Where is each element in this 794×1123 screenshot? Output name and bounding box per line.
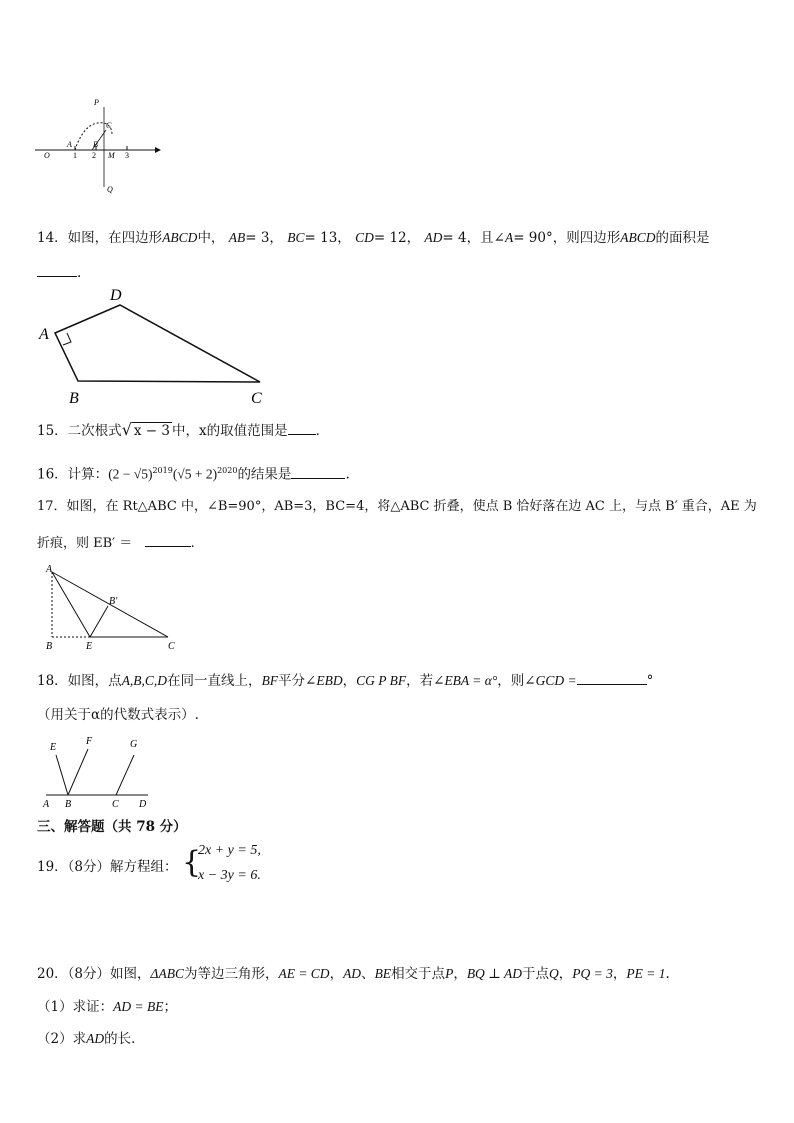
q20-text: 为等边三角形， [183,966,279,982]
q20-math: ΔABC [150,966,184,981]
q17-end: . [190,536,195,551]
q18-text: 18．如图，点 [37,673,122,689]
q20-text: 20．（8分）如图， [37,966,151,982]
q14-text: 14．如图，在四边形 [37,230,163,246]
axis-arrow [155,147,161,153]
q20-text: ， [453,966,467,982]
label-C: C [106,121,112,130]
answer-blank[interactable] [37,262,77,277]
tick-label-2: 2 [92,151,96,160]
question-16 [37,461,350,485]
q16-math: (√5 + 2) [172,466,218,482]
label-F: F [86,736,93,747]
q14-math: ABCD [620,230,656,245]
answer-blank[interactable] [288,420,316,435]
q18-math: EBD [316,673,343,688]
question-15 [37,420,329,441]
question-17-line2 [37,532,195,554]
q18-math: GCD = [535,673,577,688]
q18-math: A,B,C,D [121,673,168,688]
question-20-part2 [37,1029,135,1049]
q15-end: ． [315,423,330,439]
triangle-fold-figure [40,562,190,654]
right-angle-mark [63,333,71,345]
q14-text: = 12， [373,230,421,246]
label-A: A [67,140,72,149]
q14-text: 中， [197,230,225,246]
q14-answer-line [37,262,81,283]
q20-text: 的长. [104,1031,136,1047]
label-B: B [69,390,79,407]
label-O: O [44,151,50,160]
segment-AE [52,572,90,637]
q20-text: （2）求 [37,1031,87,1047]
q20-text: ， [558,966,573,982]
q14-math: BC [287,230,305,245]
q14-text: = 4，且∠ [442,230,505,246]
q18-text: 在同一直线上， [167,673,262,689]
exponent: 2020 [217,466,238,475]
q18-text: ， [342,673,357,689]
question-20-part1 [37,997,177,1017]
q20-math: BE [374,966,392,981]
quadrilateral-ABCD [55,305,260,382]
brace: { [182,845,202,880]
label-C: C [168,641,175,652]
q20-math: PE = 1 [626,966,666,981]
ray-BF [68,749,88,795]
q20-math: AD = BE [113,999,164,1014]
ray-CG [116,755,134,795]
q20-math: AD [86,1031,105,1046]
label-A: A [46,564,53,575]
q14-tail: . [77,265,82,281]
label-G: G [130,739,138,750]
q18-text: 平分∠ [278,673,317,689]
q20-text: 、 [361,966,375,982]
parallel-lines-figure [38,733,158,811]
label-A: A [43,799,50,810]
q15-text: 中，x的取值范围是 [172,423,288,439]
q18-math: BF [261,673,279,688]
segment-EBp [90,606,108,637]
quadrilateral-figure [35,285,275,410]
q20-math: P [445,966,454,981]
q14-text: = 3， [245,230,283,246]
exponent: 2019 [152,466,173,475]
q18-end: ° [646,673,654,689]
tick-label-3: 3 [125,151,129,160]
q20-math: AE = CD [278,966,330,981]
label-B: B [65,799,72,810]
q14-math: AB [228,230,246,245]
number-line-figure [30,95,165,200]
q20-text: 于点 [522,966,550,982]
q18-math: CG P BF [356,673,407,688]
answer-blank[interactable] [145,532,191,547]
question-19: 19．（8分）解方程组： [37,859,178,875]
q17-text: 折痕，则 EB′ ＝ [37,536,133,551]
sqrt-symbol: √ [121,420,132,439]
answer-blank[interactable] [291,464,345,479]
q20-text: ， [612,966,627,982]
q16-end: . [345,466,350,483]
question-17: 17．如图，在 Rt△ABC 中，∠B=90°，AB=3，BC=4，将△ABC 折叠，使点 B 恰好落在边 AC 上，与点 B′ 重合，AE 为 [37,499,757,514]
ray-BE [56,755,68,795]
equation-1: 2x + y = 5, [198,843,261,858]
equation-2: x − 3y = 6. [198,868,261,883]
question-18-line2: （用关于α的代数式表示）. [37,707,199,723]
q20-math: PQ = 3 [572,966,613,981]
answer-blank[interactable] [577,670,647,685]
q20-text: （1）求证： [37,999,114,1015]
label-A: A [39,326,49,343]
label-E: E [86,641,93,652]
section-heading: 三、解答题（共 78 分） [37,819,187,835]
q14-math: A [504,230,514,245]
q20-text: ， [329,966,344,982]
q18-text: ，则∠ [497,673,536,689]
q20-end: . [665,966,670,982]
tick-label-1: 1 [73,151,77,160]
label-C: C [251,390,262,407]
q20-math: Q [549,966,559,981]
q20-text: 相交于点 [391,966,446,982]
label-E: E [50,742,57,753]
q15-text: 15．二次根式 [37,423,122,439]
q20-text: ； [163,999,177,1015]
q14-math: AD [424,230,443,245]
label-D: D [139,799,147,810]
label-M: M [108,151,115,160]
q18-math: EBA = α° [444,673,498,688]
q14-text: = 90°，则四边形 [513,230,621,246]
question-14 [37,228,709,248]
q20-math: AD [343,966,362,981]
label-P: P [94,98,99,107]
question-20 [37,964,670,984]
label-B: B [93,140,98,149]
q20-math: BQ ⊥ AD [466,966,523,981]
label-Bprime: B′ [109,596,118,607]
q14-text: = 13， [304,230,351,246]
q18-text: ，若∠ [406,673,445,689]
q16-text: 16．计算： [37,466,109,483]
label-Q: Q [107,185,113,194]
q16-math: (2 − √5) [108,466,153,482]
question-18 [37,670,653,691]
q16-text: 的结果是 [237,466,292,483]
label-B: B [46,641,53,652]
label-D: D [110,287,122,304]
label-C: C [112,799,119,810]
q14-math: ABCD [162,230,198,245]
q14-text: 的面积是 [655,230,710,246]
radicand: x − 3 [133,423,170,439]
q14-math: CD [355,230,374,245]
